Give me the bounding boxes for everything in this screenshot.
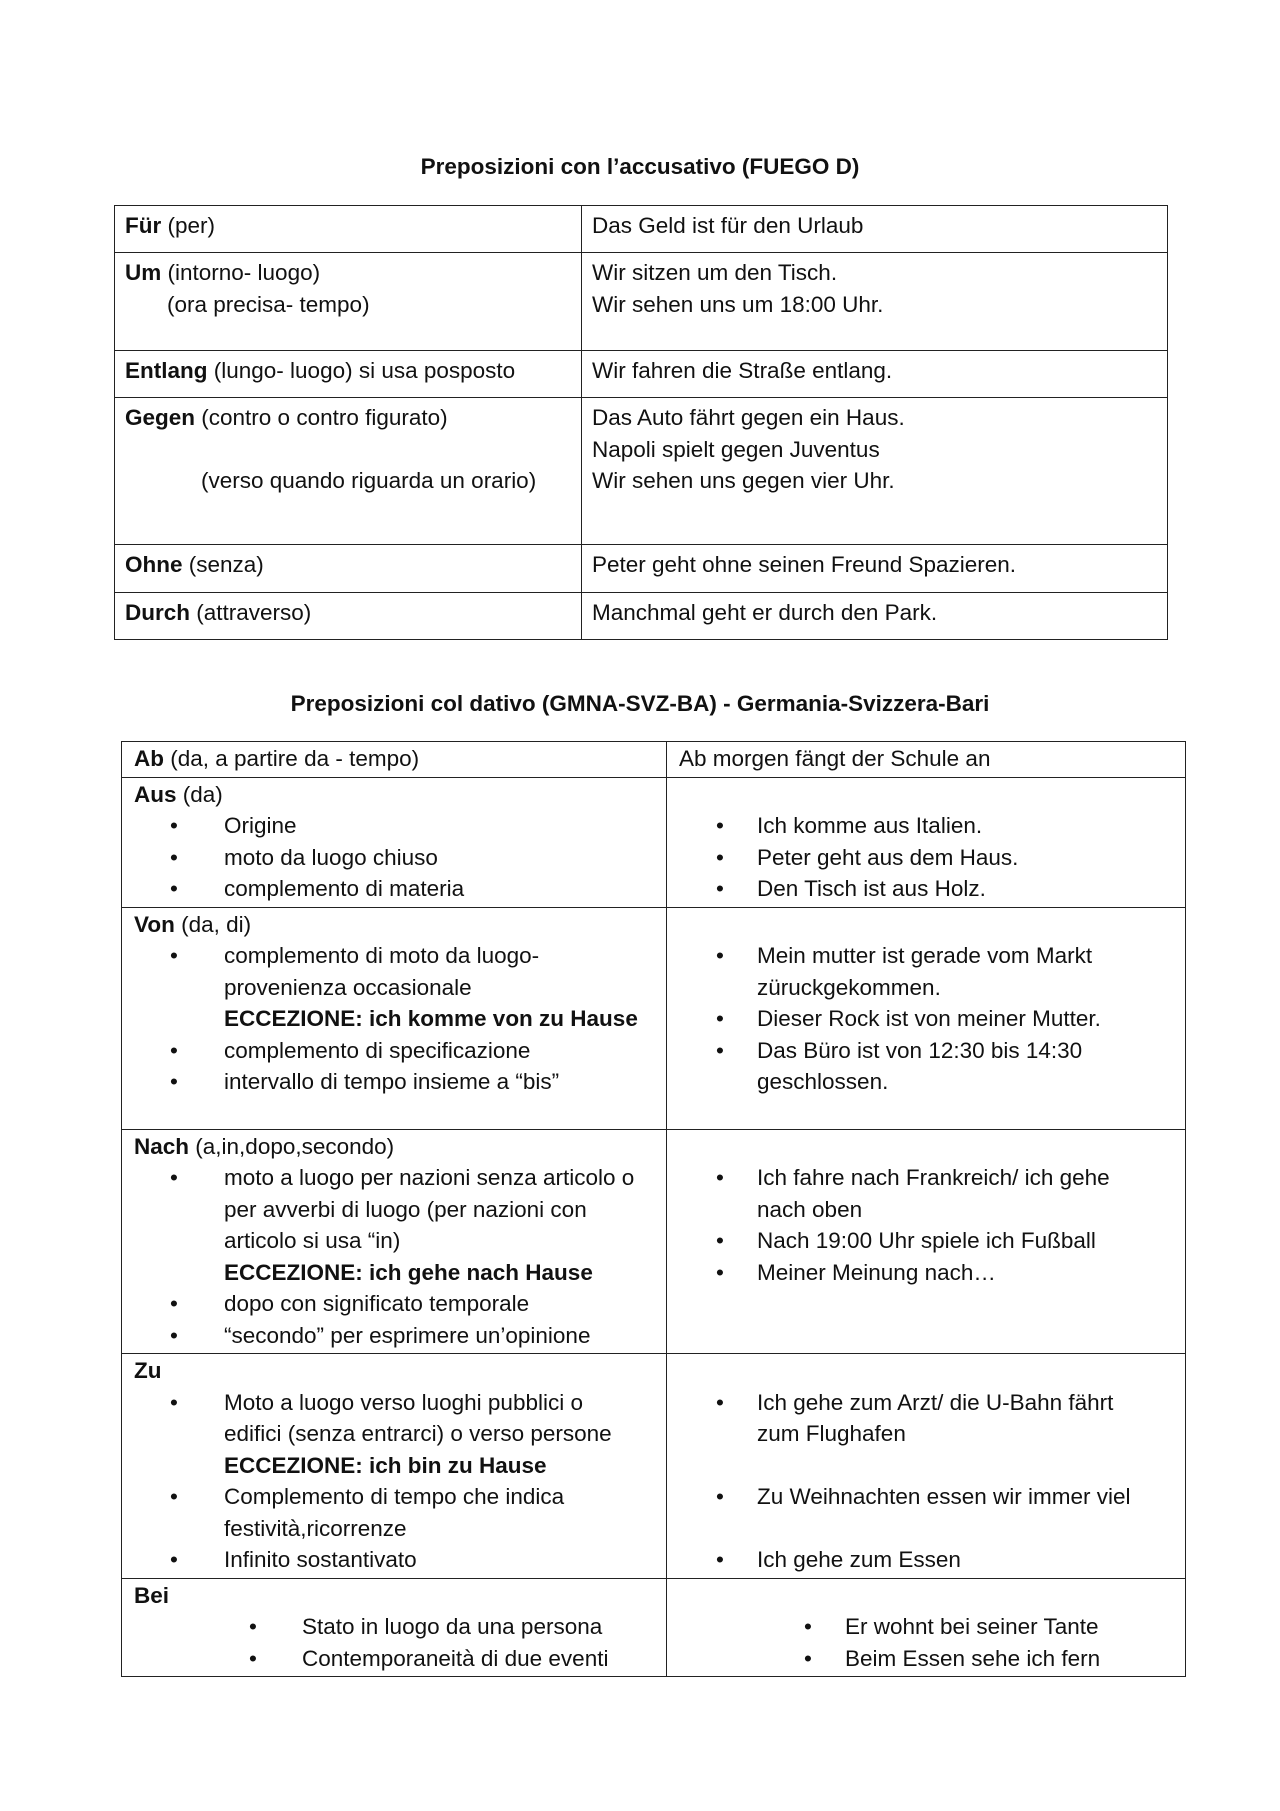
list-item: • Complemento di tempo che indica festività,ricorrenze <box>134 1481 654 1544</box>
list-item: • Moto a luogo verso luoghi pubblici o edifici (senza entrarci) o verso persone ECCEZIONE: ich bin zu Hause <box>134 1387 654 1482</box>
table-row <box>122 777 1186 907</box>
prep-desc: (intorno- luogo) <box>161 260 321 285</box>
prep-desc: (da, di) <box>174 911 252 937</box>
example-cell <box>582 206 1168 253</box>
prep-desc: (senza) <box>182 552 264 577</box>
table-row <box>115 253 1168 351</box>
prep-nach: Nach <box>134 1133 190 1159</box>
example-text: Das Auto fährt gegen ein Haus. <box>592 405 905 430</box>
exception-note: ECCEZIONE: ich gehe nach Hause <box>224 1259 593 1285</box>
list-item: • Origine <box>134 810 654 842</box>
list-item: • Den Tisch ist aus Holz. <box>679 873 1173 905</box>
list-item: • Zu Weihnachten essen wir immer viel <box>679 1481 1173 1513</box>
prep-fuer: Für <box>125 213 162 238</box>
example-cell <box>667 1129 1186 1354</box>
prep-cell <box>122 1578 667 1677</box>
exception-note: ECCEZIONE: ich komme von zu Hause <box>224 1006 638 1031</box>
table-row <box>115 398 1168 545</box>
dative-table <box>121 741 1186 1677</box>
prep-zu: Zu <box>134 1358 162 1383</box>
list-item: • Ich komme aus Italien. <box>679 810 1173 842</box>
list-item: • Das Büro ist von 12:30 bis 14:30 geschlossen. <box>679 1035 1173 1098</box>
exception-note: ECCEZIONE: ich bin zu Hause <box>224 1452 547 1478</box>
list-item: • complemento di moto da luogo- provenienza occasionale ECCEZIONE: ich komme von zu Hause <box>134 940 654 1035</box>
prep-desc: (per) <box>161 213 216 238</box>
table-row <box>122 742 1186 778</box>
list-item: • Mein mutter ist gerade vom Markt züruckgekommen. <box>679 940 1173 1003</box>
list-item: • Ich gehe zum Essen <box>679 1544 1173 1576</box>
prep-desc: (da) <box>176 781 223 807</box>
list-item: • Ich fahre nach Frankreich/ ich gehe nach oben <box>679 1162 1173 1225</box>
example-text: Napoli spielt gegen Juventus <box>592 436 880 462</box>
table-row <box>115 351 1168 398</box>
list-item: • complemento di materia <box>134 873 654 905</box>
table-row <box>115 545 1168 593</box>
example-cell <box>667 777 1186 907</box>
example-text: Wir sehen uns um 18:00 Uhr. <box>592 291 884 317</box>
prep-cell <box>115 351 582 398</box>
prep-gegen: Gegen <box>125 405 196 430</box>
prep-cell <box>122 742 667 778</box>
list-item: • Peter geht aus dem Haus. <box>679 842 1173 874</box>
example-text: Das Geld ist für den Urlaub <box>592 213 864 238</box>
prep-desc: (a,in,dopo,secondo) <box>189 1133 395 1159</box>
prep-aus: Aus <box>134 781 177 807</box>
prep-cell <box>122 777 667 907</box>
example-cell <box>667 1578 1186 1677</box>
list-item: • Er wohnt bei seiner Tante <box>679 1611 1173 1643</box>
list-item: • “secondo” per esprimere un’opinione <box>134 1320 654 1352</box>
list-item: • intervallo di tempo insieme a “bis” <box>134 1066 654 1098</box>
list-item: • Ich gehe zum Arzt/ die U-Bahn fährt zum Flughafen <box>679 1387 1173 1450</box>
table-row <box>122 1354 1186 1579</box>
prep-ohne: Ohne <box>125 552 183 577</box>
example-text: Wir sehen uns gegen vier Uhr. <box>592 468 895 493</box>
prep-desc-2: (ora precisa- tempo) <box>167 291 370 317</box>
list-item: • complemento di specificazione <box>134 1035 654 1067</box>
example-text: Peter geht ohne seinen Freund Spazieren. <box>592 552 1017 577</box>
prep-cell <box>115 398 582 545</box>
prep-um: Um <box>125 260 162 285</box>
accusative-title: Preposizioni con l’accusativo (FUEGO D) <box>420 154 860 179</box>
example-text: Ab morgen fängt der Schule an <box>679 746 991 771</box>
prep-desc-2: (verso quando riguarda un orario) <box>201 468 537 493</box>
prep-durch: Durch <box>125 600 191 625</box>
example-text: Wir sitzen um den Tisch. <box>592 260 838 285</box>
example-text: Manchmal geht er durch den Park. <box>592 600 938 625</box>
prep-desc: (contro o contro figurato) <box>195 405 448 430</box>
prep-desc: (attraverso) <box>190 600 312 625</box>
accusative-table <box>114 205 1168 640</box>
example-cell <box>582 398 1168 545</box>
prep-cell <box>122 907 667 1129</box>
example-cell <box>667 907 1186 1129</box>
list-item: • Stato in luogo da una persona <box>134 1611 654 1643</box>
table-row <box>115 593 1168 640</box>
list-item: • Nach 19:00 Uhr spiele ich Fußball <box>679 1225 1173 1257</box>
prep-cell <box>115 253 582 351</box>
example-cell <box>667 742 1186 778</box>
list-item: • Beim Essen sehe ich fern <box>679 1643 1173 1675</box>
table-row <box>122 907 1186 1129</box>
list-item: • dopo con significato temporale <box>134 1288 654 1320</box>
example-cell <box>582 545 1168 593</box>
list-item: • moto a luogo per nazioni senza articolo o per avverbi di luogo (per nazioni con articolo si usa “in) ECCEZIONE: ich gehe nach Hause <box>134 1162 654 1288</box>
list-item: • Infinito sostantivato <box>134 1544 654 1576</box>
table-row <box>115 206 1168 253</box>
list-item: • moto da luogo chiuso <box>134 842 654 874</box>
prep-desc: (da, a partire da - tempo) <box>164 746 420 771</box>
prep-ab: Ab <box>134 746 164 771</box>
table-row <box>122 1129 1186 1354</box>
example-text: Wir fahren die Straße entlang. <box>592 358 893 383</box>
prep-cell <box>115 545 582 593</box>
prep-cell <box>115 593 582 640</box>
prep-bei: Bei <box>134 1582 170 1608</box>
list-item: • Meiner Meinung nach… <box>679 1257 1173 1289</box>
example-cell <box>667 1354 1186 1579</box>
example-cell <box>582 351 1168 398</box>
prep-desc: (lungo- luogo) si usa posposto <box>207 358 516 383</box>
prep-cell <box>122 1354 667 1579</box>
dative-title: Preposizioni col dativo (GMNA-SVZ-BA) - Germania-Svizzera-Bari <box>290 691 990 716</box>
example-cell <box>582 593 1168 640</box>
prep-entlang: Entlang <box>125 358 208 383</box>
example-cell <box>582 253 1168 351</box>
prep-cell <box>122 1129 667 1354</box>
table-row <box>122 1578 1186 1677</box>
list-item: • Dieser Rock ist von meiner Mutter. <box>679 1003 1173 1035</box>
prep-cell <box>115 206 582 253</box>
list-item: • Contemporaneità di due eventi <box>134 1643 654 1675</box>
prep-von: Von <box>134 911 175 937</box>
